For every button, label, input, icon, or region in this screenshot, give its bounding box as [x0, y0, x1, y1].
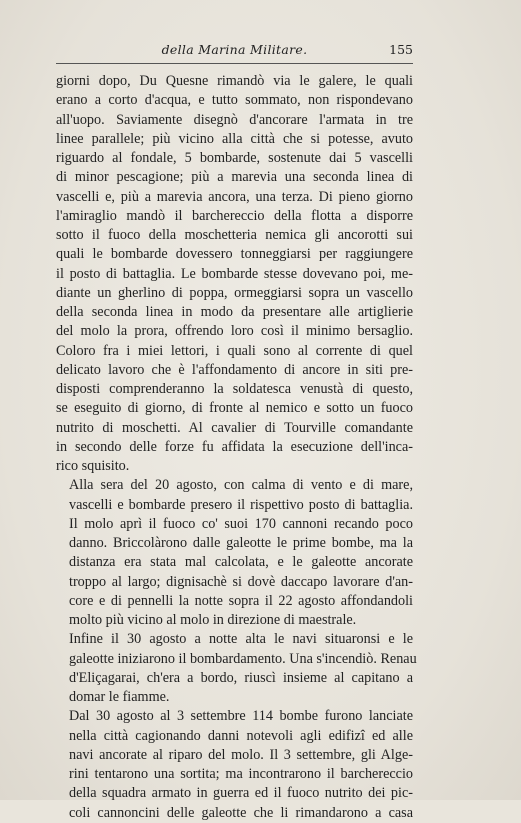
text-line: erano a corto d'acqua, e tutto sommato, non rispondevano: [56, 92, 413, 109]
text-line: delicato lavoro che è l'affondamento di ancore in siti pre-: [56, 361, 413, 378]
running-title: della Marina Militare.: [161, 42, 308, 57]
header-rule: [56, 63, 413, 64]
text-line: del molo la prora, offrendo loro così il minimo bersaglio.: [56, 323, 413, 340]
text-line: della seconda linea in modo da presentare alle artiglierie: [56, 304, 413, 320]
body-text: [56, 72, 417, 823]
text-line: all'uopo. Saviamente disegnò d'ancorare l'armata in tre: [56, 111, 413, 128]
text-line: l'amiraglio mandò il barchereccio della flotta a disporre: [56, 207, 413, 224]
text-line: riguardo al fondale, 5 bombarde, sostenute dai 5 vascelli: [56, 150, 413, 166]
text-line: vascelli e bombarde presero il rispettivo posto di battaglia.: [69, 496, 413, 513]
text-line: quali le bombarde dovessero tonneggiarsi per raggiungere: [56, 246, 413, 263]
paragraph: [56, 476, 413, 630]
text-line: di minor pescagione; più a marevia una seconda linea di: [56, 169, 413, 186]
text-line: linee parallele; più vicino alla città che si potesse, avuto: [56, 130, 413, 147]
text-line: Il molo aprì il fuoco co' suoi 170 cannoni recando poco: [69, 515, 413, 532]
text-line: coli cannoncini delle galeotte che li rimandarono a casa: [69, 804, 413, 821]
text-line: navi ancorate al riparo del molo. Il 3 settembre, gli Alge-: [69, 746, 413, 763]
text-line: troppo al largo; dignisachè si dovè daccapo lavorare d'an-: [69, 573, 413, 590]
text-line: danno. Briccolàrono dalle galeotte le prime bombe, ma la: [69, 535, 413, 551]
paragraph: [56, 630, 417, 707]
text-line: sotto il fuoco della moschetteria nemica gli ancorotti sui: [56, 227, 413, 243]
text-line: in secondo delle forze fu affidata la esecuzione dell'inca-: [56, 438, 413, 455]
text-line: Dal 30 agosto al 3 settembre 114 bombe furono lanciate: [69, 708, 413, 725]
page-header: [56, 42, 413, 62]
text-line: disposti comprenderanno la soldatesca venustà di questo,: [56, 381, 413, 397]
text-line: nella città cagionando danni notevoli agli edifizî ed alle: [69, 727, 413, 744]
text-line: galeotte iniziarono il bombardamento. Una s'incendiò. Renau: [69, 650, 417, 667]
text-line: giorni dopo, Du Quesne rimandò via le galere, le quali: [56, 73, 413, 89]
text-line: Coloro fra i miei lettori, i quali sono al corrente di quel: [56, 342, 413, 359]
text-line: se eseguito di giorno, di fronte al nemico e sotto un fuoco: [56, 400, 413, 417]
text-line: core e di pennelli la notte sopra il 22 agosto affondandoli: [69, 592, 413, 609]
paragraph: [56, 707, 413, 823]
paragraph: [56, 72, 413, 476]
text-line: Infine il 30 agosto a notte alta le navi situaronsi e le: [69, 631, 413, 648]
text-line: rico squisito.: [56, 458, 130, 474]
text-line: Alla sera del 20 agosto, con calma di vento e di mare,: [69, 477, 413, 494]
text-line: d'Eliçagarai, ch'era a bordo, riuscì insieme al capitano a: [69, 669, 413, 686]
page-number: 155: [389, 42, 413, 57]
text-line: della squadra armato in guerra ed il fuoco nutrito dei pic-: [69, 785, 413, 802]
text-line: vascelli e, più a marevia ancora, una terza. Di pieno giorno: [56, 188, 413, 205]
text-line: molto più vicino al molo in direzione di maestrale.: [69, 612, 357, 628]
text-line: distanza era stata mal calcolata, e le galeotte ancorate: [69, 554, 413, 571]
text-line: diante un gherlino di poppa, ormeggiarsi sopra un vascello: [56, 284, 413, 301]
text-line: il posto di battaglia. Le bombarde stesse dovevano poi, me-: [56, 265, 413, 282]
text-line: domar le fiamme.: [69, 689, 170, 705]
text-line: rini tentarono una sortita; ma incontrarono il barchereccio: [69, 766, 413, 782]
text-line: nutrito di moschetti. Al cavalier di Tourville comandante: [56, 419, 413, 436]
